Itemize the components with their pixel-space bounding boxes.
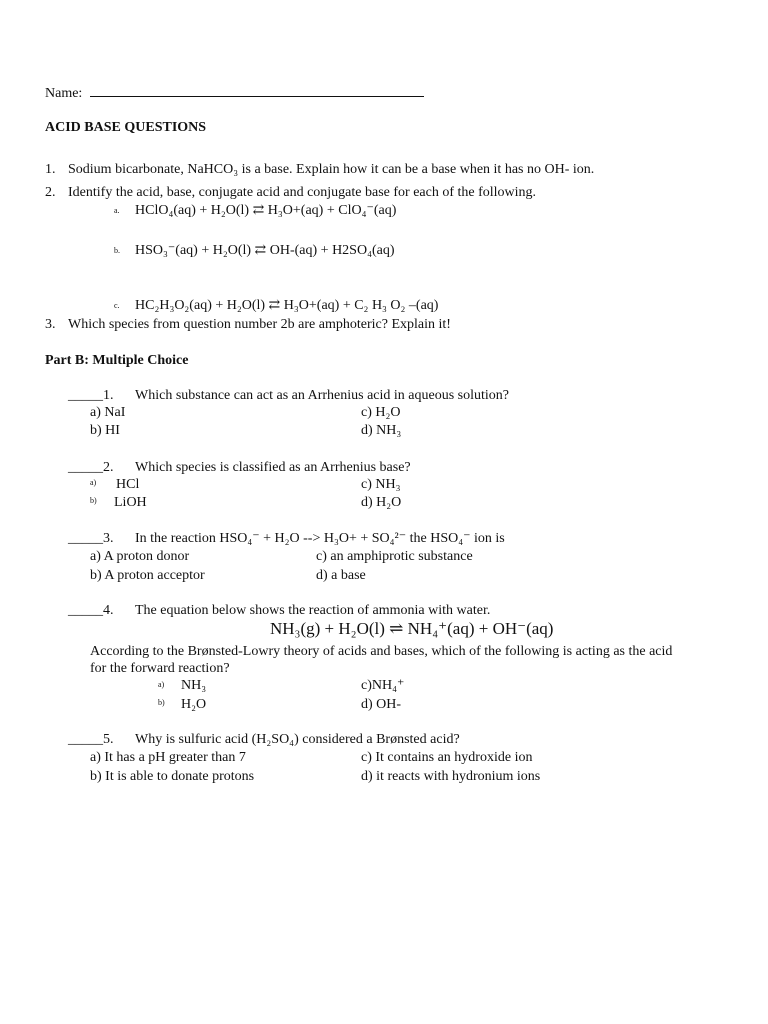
q2a-equation: HClO₄(aq) + H₂O(l) ⇄ H₃O+(aq) + ClO₄⁻(aq) xyxy=(135,203,397,218)
mc3-option-d: d) a base xyxy=(316,568,366,583)
mc5-option-c: c) It contains an hydroxide ion xyxy=(361,750,533,765)
mc4-body-line-1: According to the Brønsted-Lowry theory of acids and bases, which of the following is acting as the acid xyxy=(90,644,673,659)
question-1-number: 1. xyxy=(45,162,56,177)
mc5-option-d: d) it reacts with hydronium ions xyxy=(361,769,541,784)
mc1-option-c: c) H₂O xyxy=(361,405,401,420)
mc2-option-c: c) NH₃ xyxy=(361,477,401,492)
mc5-question: Why is sulfuric acid (H₂SO₄) considered a Brønsted acid? xyxy=(135,732,460,747)
mc4-option-a-label: a) xyxy=(158,680,165,689)
mc3-option-a: a) A proton donor xyxy=(90,549,190,564)
q2c-equation: HC₂H₃O₂(aq) + H₂O(l) ⇄ H₃O+(aq) + C₂ H₃ O₂ –(aq) xyxy=(135,298,439,313)
mc1-option-a: a) NaI xyxy=(90,405,126,420)
question-3-text: Which species from question number 2b are amphoteric? Explain it! xyxy=(68,317,451,332)
mc5-option-a: a) It has a pH greater than 7 xyxy=(90,750,246,765)
mc1-question: Which substance can act as an Arrhenius acid in aqueous solution? xyxy=(135,388,509,403)
mc2-option-b: LiOH xyxy=(114,495,147,510)
mc1-option-d: d) NH₃ xyxy=(361,423,402,438)
mc5-option-b: b) It is able to donate protons xyxy=(90,769,255,784)
mc2-option-a-label: a) xyxy=(90,478,97,487)
mc5-number: _____5. xyxy=(68,732,114,747)
mc4-option-b: H₂O xyxy=(181,697,207,712)
q2a-label: a. xyxy=(114,206,120,215)
question-3-number: 3. xyxy=(45,317,56,332)
question-1-text: Sodium bicarbonate, NaHCO₃ is a base. Explain how it can be a base when it has no OH- ion. xyxy=(68,162,595,177)
q2b-equation: HSO₃⁻(aq) + H₂O(l) ⇄ OH-(aq) + H2SO₄(aq) xyxy=(135,243,395,258)
mc2-option-d: d) H₂O xyxy=(361,495,402,510)
name-blank-line[interactable] xyxy=(90,82,424,97)
name-field[interactable] xyxy=(45,82,424,103)
mc3-number: _____3. xyxy=(68,531,114,546)
mc4-equation: NH₃(g) + H₂O(l) ⇌ NH₄⁺(aq) + OH⁻(aq) xyxy=(270,619,554,638)
mc3-option-c: c) an amphiprotic substance xyxy=(316,549,473,564)
q2b-label: b. xyxy=(114,246,120,255)
question-2-number: 2. xyxy=(45,185,56,200)
part-b-heading: Part B: Multiple Choice xyxy=(45,353,189,368)
mc2-number: _____2. xyxy=(68,460,114,475)
page-title: ACID BASE QUESTIONS xyxy=(45,120,207,135)
mc4-body-line-2: for the forward reaction? xyxy=(90,661,230,676)
mc2-option-a: HCl xyxy=(116,477,140,492)
mc4-question: The equation below shows the reaction of ammonia with water. xyxy=(135,603,491,618)
mc2-option-b-label: b) xyxy=(90,496,97,505)
mc4-number: _____4. xyxy=(68,603,114,618)
mc1-number: _____1. xyxy=(68,388,114,403)
q2c-label: c. xyxy=(114,301,120,310)
mc4-option-b-label: b) xyxy=(158,698,165,707)
mc4-option-d: d) OH- xyxy=(361,697,402,712)
mc4-option-a: NH₃ xyxy=(181,678,207,693)
mc4-option-c: c)NH₄⁺ xyxy=(361,678,405,693)
mc1-option-b: b) HI xyxy=(90,423,120,438)
mc3-question: In the reaction HSO₄⁻ + H₂O --> H₃O+ + SO₄²⁻ the HSO₄⁻ ion is xyxy=(135,531,505,546)
mc2-question: Which species is classified as an Arrhenius base? xyxy=(135,460,411,475)
question-2-text: Identify the acid, base, conjugate acid and conjugate base for each of the following. xyxy=(68,185,537,200)
name-label: Name: xyxy=(45,86,83,101)
mc3-option-b: b) A proton acceptor xyxy=(90,568,205,583)
